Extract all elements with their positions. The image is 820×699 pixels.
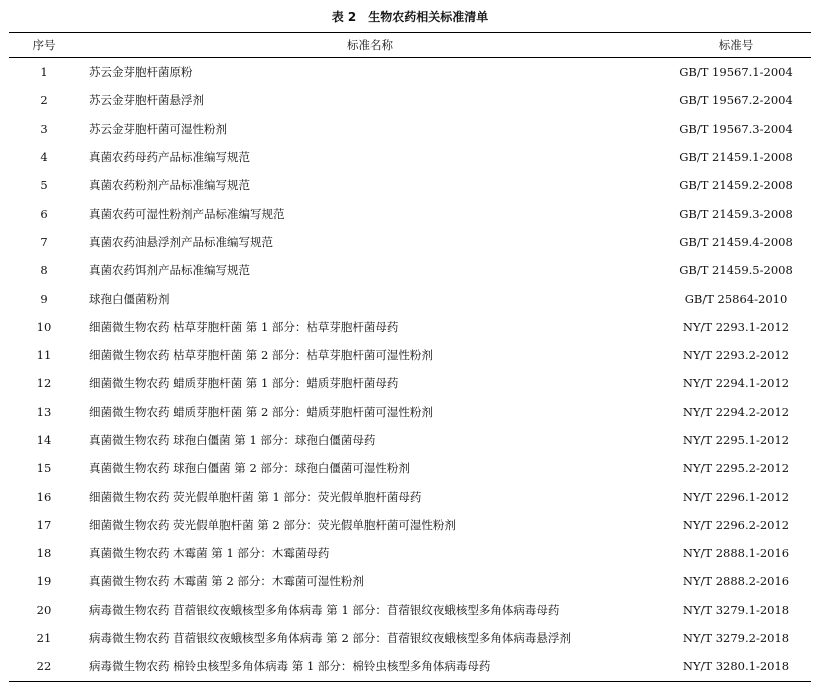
row-standard-name: 苏云金芽胞杆菌可湿性粉剂 xyxy=(89,121,227,136)
table-row xyxy=(9,86,811,114)
table-body xyxy=(9,58,811,682)
table-row xyxy=(9,567,811,595)
header-code: 标准号 xyxy=(661,33,811,58)
table-row xyxy=(9,143,811,171)
row-standard-code: NY/T 2294.1-2012 xyxy=(682,376,790,391)
row-index: 3 xyxy=(40,121,48,136)
row-standard-name: 苏云金芽胞杆菌悬浮剂 xyxy=(89,93,204,108)
row-index: 21 xyxy=(36,631,52,646)
row-standard-name: 真菌农药可湿性粉剂产品标准编写规范 xyxy=(89,206,285,221)
row-standard-name: 细菌微生物农药 荧光假单胞杆菌 第 2 部分：荧光假单胞杆菌可湿性粉剂 xyxy=(89,517,456,532)
table-row xyxy=(9,624,811,652)
table-row xyxy=(9,256,811,284)
row-standard-name: 细菌微生物农药 蜡质芽胞杆菌 第 1 部分：蜡质芽胞杆菌母药 xyxy=(89,376,399,391)
row-standard-name: 真菌农药油悬浮剂产品标准编写规范 xyxy=(89,234,273,249)
table-row xyxy=(9,454,811,482)
row-standard-code: NY/T 2296.2-2012 xyxy=(682,517,790,532)
row-index: 7 xyxy=(40,234,48,249)
row-index: 20 xyxy=(36,602,52,617)
table-row xyxy=(9,652,811,681)
row-standard-name: 真菌微生物农药 球孢白僵菌 第 2 部分：球孢白僵菌可湿性粉剂 xyxy=(89,461,410,476)
row-standard-name: 真菌微生物农药 木霉菌 第 2 部分：木霉菌可湿性粉剂 xyxy=(89,574,364,589)
row-standard-code: NY/T 2295.2-2012 xyxy=(682,461,790,476)
row-standard-code: GB/T 25864-2010 xyxy=(684,291,788,306)
row-standard-name: 细菌微生物农药 枯草芽胞杆菌 第 2 部分：枯草芽胞杆菌可湿性粉剂 xyxy=(89,348,433,363)
row-standard-name: 真菌农药粉剂产品标准编写规范 xyxy=(89,178,250,193)
row-standard-name: 细菌微生物农药 荧光假单胞杆菌 第 1 部分：荧光假单胞杆菌母药 xyxy=(89,489,422,504)
table-row xyxy=(9,398,811,426)
row-standard-code: GB/T 19567.3-2004 xyxy=(679,121,793,136)
row-standard-name: 真菌农药饵剂产品标准编写规范 xyxy=(89,263,250,278)
row-standard-name: 球孢白僵菌粉剂 xyxy=(89,291,170,306)
row-index: 9 xyxy=(40,291,48,306)
row-standard-name: 病毒微生物农药 苜蓿银纹夜蛾核型多角体病毒 第 1 部分：苜蓿银纹夜蛾核型多角体病毒母药 xyxy=(89,602,560,617)
row-standard-code: NY/T 2888.1-2016 xyxy=(682,546,790,561)
row-index: 2 xyxy=(40,93,48,108)
table-row xyxy=(9,482,811,510)
row-standard-code: GB/T 21459.5-2008 xyxy=(679,263,793,278)
row-standard-name: 苏云金芽胞杆菌原粉 xyxy=(89,65,193,80)
row-standard-code: GB/T 21459.4-2008 xyxy=(679,234,793,249)
row-index: 8 xyxy=(40,263,48,278)
row-standard-code: NY/T 2293.2-2012 xyxy=(682,348,790,363)
table-row xyxy=(9,284,811,312)
row-standard-code: NY/T 3279.2-2018 xyxy=(682,631,790,646)
row-index: 15 xyxy=(36,461,52,476)
table-row xyxy=(9,539,811,567)
row-standard-code: NY/T 2295.1-2012 xyxy=(682,433,790,447)
row-standard-code: GB/T 21459.1-2008 xyxy=(679,150,793,165)
row-standard-name: 细菌微生物农药 枯草芽胞杆菌 第 1 部分：枯草芽胞杆菌母药 xyxy=(89,319,399,334)
header-name: 标准名称 xyxy=(79,33,661,58)
header-index: 序号 xyxy=(9,33,79,58)
row-index: 1 xyxy=(40,65,48,80)
row-index: 12 xyxy=(36,376,52,391)
row-index: 5 xyxy=(40,178,48,193)
table-row xyxy=(9,511,811,539)
row-index: 14 xyxy=(36,433,52,447)
row-standard-name: 真菌农药母药产品标准编写规范 xyxy=(89,150,250,165)
row-standard-code: NY/T 2888.2-2016 xyxy=(682,574,790,589)
table-row xyxy=(9,58,811,87)
table-row xyxy=(9,369,811,397)
row-index: 17 xyxy=(36,517,52,532)
row-standard-code: GB/T 21459.3-2008 xyxy=(679,206,793,221)
table-row xyxy=(9,228,811,256)
row-index: 13 xyxy=(36,404,52,419)
row-index: 10 xyxy=(36,319,52,334)
row-standard-code: GB/T 19567.1-2004 xyxy=(679,65,793,80)
row-standard-code: NY/T 2293.1-2012 xyxy=(682,319,790,334)
table-row xyxy=(9,171,811,199)
row-standard-code: NY/T 2294.2-2012 xyxy=(682,404,790,419)
table-row xyxy=(9,426,811,454)
table-row xyxy=(9,115,811,143)
row-index: 11 xyxy=(36,348,52,363)
standards-table xyxy=(9,32,811,682)
row-index: 18 xyxy=(36,546,52,561)
row-index: 19 xyxy=(36,574,52,589)
row-standard-name: 病毒微生物农药 苜蓿银纹夜蛾核型多角体病毒 第 2 部分：苜蓿银纹夜蛾核型多角体病毒悬浮剂 xyxy=(89,631,571,646)
row-standard-code: NY/T 3279.1-2018 xyxy=(682,602,790,617)
row-index: 4 xyxy=(40,150,48,165)
table-row xyxy=(9,341,811,369)
row-standard-name: 病毒微生物农药 棉铃虫核型多角体病毒 第 1 部分：棉铃虫核型多角体病毒母药 xyxy=(89,659,491,674)
row-standard-code: NY/T 3280.1-2018 xyxy=(682,659,790,674)
table-row xyxy=(9,596,811,624)
table-title: 表 2 生物农药相关标准清单 xyxy=(331,10,489,24)
row-standard-code: NY/T 2296.1-2012 xyxy=(682,489,790,504)
row-index: 16 xyxy=(36,489,52,504)
row-standard-code: GB/T 21459.2-2008 xyxy=(679,178,793,193)
table-row xyxy=(9,199,811,227)
table-header-row xyxy=(9,33,811,58)
row-standard-code: GB/T 19567.2-2004 xyxy=(679,93,793,108)
row-index: 6 xyxy=(40,206,48,221)
row-standard-name: 真菌微生物农药 木霉菌 第 1 部分：木霉菌母药 xyxy=(89,546,330,561)
row-standard-name: 细菌微生物农药 蜡质芽胞杆菌 第 2 部分：蜡质芽胞杆菌可湿性粉剂 xyxy=(89,404,433,419)
table-row xyxy=(9,313,811,341)
row-index: 22 xyxy=(36,659,52,674)
row-standard-name: 真菌微生物农药 球孢白僵菌 第 1 部分：球孢白僵菌母药 xyxy=(89,433,376,447)
